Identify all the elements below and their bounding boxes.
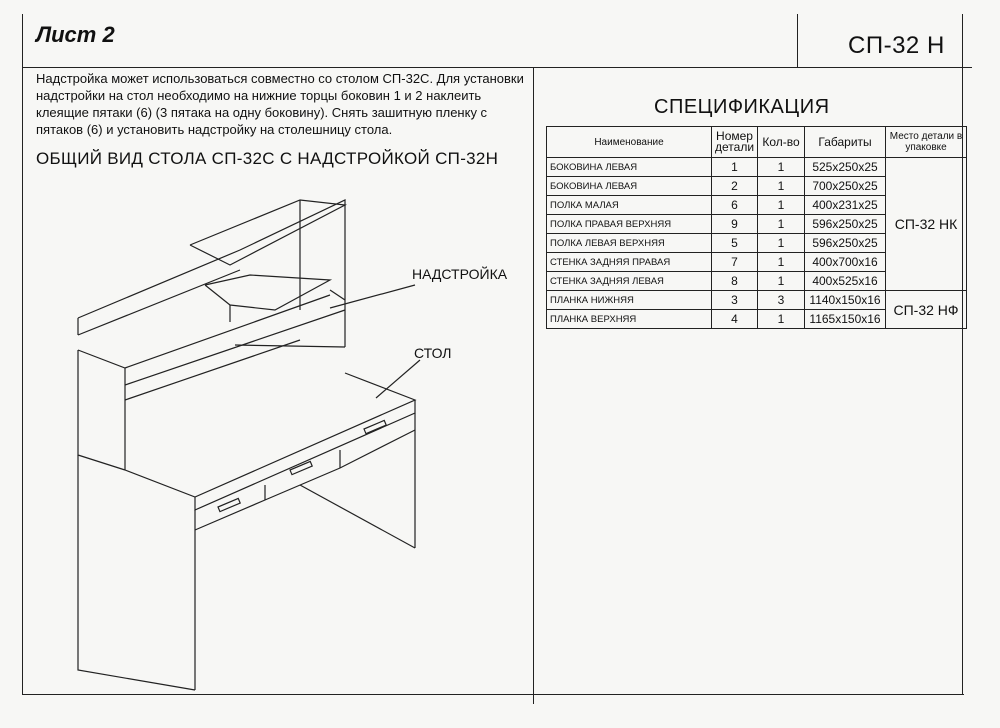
cell-name: ПЛАНКА ВЕРХНЯЯ	[547, 310, 712, 329]
cell-dims: 596x250x25	[805, 234, 886, 253]
cell-number: 4	[712, 310, 758, 329]
cell-number: 1	[712, 158, 758, 177]
cell-number: 2	[712, 177, 758, 196]
superstructure-drawing	[78, 200, 345, 470]
cell-number: 8	[712, 272, 758, 291]
header-qty: Кол-во	[758, 127, 805, 158]
cell-qty: 1	[758, 310, 805, 329]
cell-number: 5	[712, 234, 758, 253]
cell-number: 3	[712, 291, 758, 310]
cell-dims: 400x231x25	[805, 196, 886, 215]
cell-name: ПОЛКА ПРАВАЯ ВЕРХНЯЯ	[547, 215, 712, 234]
table-row	[547, 291, 967, 310]
cell-dims: 596x250x25	[805, 215, 886, 234]
table-row	[547, 158, 967, 177]
cell-dims: 400x525x16	[805, 272, 886, 291]
cell-qty: 1	[758, 215, 805, 234]
cell-dims: 1140x150x16	[805, 291, 886, 310]
cell-name: ПОЛКА ЛЕВАЯ ВЕРХНЯЯ	[547, 234, 712, 253]
header-dims: Габариты	[805, 127, 886, 158]
cell-name: СТЕНКА ЗАДНЯЯ ПРАВАЯ	[547, 253, 712, 272]
drawing-title: ОБЩИЙ ВИД СТОЛА СП-32С С НАДСТРОЙКОЙ СП-32Н	[36, 149, 499, 168]
cell-dims: 700x250x25	[805, 177, 886, 196]
cell-qty: 1	[758, 177, 805, 196]
header-number: Номер детали	[712, 127, 758, 158]
cell-dims: 525x250x25	[805, 158, 886, 177]
desk-drawing	[78, 373, 415, 690]
header-name: Наименование	[547, 127, 712, 158]
cell-dims: 400x700x16	[805, 253, 886, 272]
cell-pack-group: СП-32 НК	[886, 158, 967, 291]
superstructure-leader	[330, 285, 415, 308]
cell-pack-group: СП-32 НФ	[886, 291, 967, 329]
label-superstructure: НАДСТРОЙКА	[412, 266, 508, 282]
table-header-row	[547, 127, 967, 158]
header-pack: Место детали в упаковке	[886, 127, 967, 158]
cell-qty: 1	[758, 196, 805, 215]
cell-name: СТЕНКА ЗАДНЯЯ ЛЕВАЯ	[547, 272, 712, 291]
cell-number: 9	[712, 215, 758, 234]
cell-qty: 1	[758, 272, 805, 291]
spec-title: СПЕЦИФИКАЦИЯ	[654, 96, 830, 118]
sheet-number: Лист 2	[36, 22, 115, 47]
cell-number: 7	[712, 253, 758, 272]
cell-name: ПОЛКА МАЛАЯ	[547, 196, 712, 215]
assembly-instructions: Надстройка может использоваться совместно со столом СП-32С. Для установки надстройки на стол необходимо на нижние торцы боковин 1 и 2 наклеить клеящие пятаки (6) (3 пятака на одну боковину). Снять зашитную пленку с пятаков (6) и установить надстройку на столешницу стола.	[36, 71, 524, 137]
cell-dims: 1165x150x16	[805, 310, 886, 329]
table-leader	[376, 360, 420, 398]
specification-table	[546, 126, 967, 329]
cell-qty: 1	[758, 158, 805, 177]
cell-name: ПЛАНКА НИЖНЯЯ	[547, 291, 712, 310]
cell-qty: 1	[758, 234, 805, 253]
cell-qty: 1	[758, 253, 805, 272]
cell-name: БОКОВИНА ЛЕВАЯ	[547, 158, 712, 177]
label-table: СТОЛ	[414, 345, 452, 361]
cell-name: БОКОВИНА ЛЕВАЯ	[547, 177, 712, 196]
cell-number: 6	[712, 196, 758, 215]
product-code: СП-32 Н	[848, 32, 945, 59]
cell-qty: 3	[758, 291, 805, 310]
